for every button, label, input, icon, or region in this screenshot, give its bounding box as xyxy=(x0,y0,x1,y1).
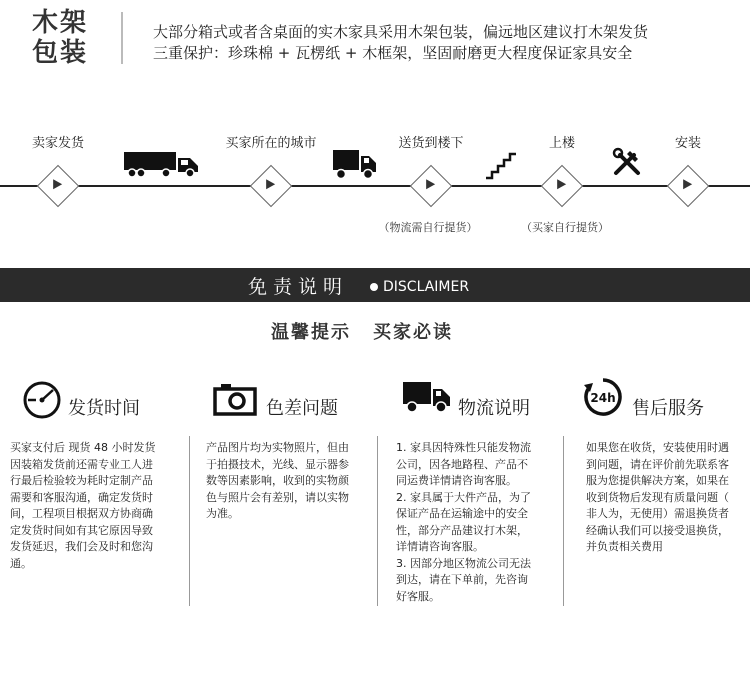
play-diamond-icon xyxy=(37,165,79,207)
play-diamond-icon xyxy=(250,165,292,207)
delivery-truck-icon xyxy=(333,150,377,180)
tools-icon xyxy=(612,147,642,177)
24h-service-icon xyxy=(582,376,624,418)
column-text-logistics: 1. 家具因特殊性只能发物流 公司，因各地路程、产品不 同运费详情请咨询客服。 2. 家具属于大件产品，为了 保证产品在运输途中的安全 性，部分产品建议打木架， 详情请咨询客服。 3. 因部分地区物流公司无法 到达，请在下单前，先咨询 好客服。 xyxy=(396,441,531,603)
timeline-line xyxy=(0,185,750,187)
column-title-logistics: 物流说明 xyxy=(458,398,530,419)
column-text-shipping: 买家支付后 现货 48 小时发货 因装箱发货前还需专业工人进 行最后检验较为耗时定制产品 需要和客服沟通，确定发货时 间，工程项目根据双方协商确 定发货时间如有其它原因导致 发货延迟，我们会及时和您沟 通。 xyxy=(10,441,156,570)
tip-right: 买家必读 xyxy=(373,322,453,343)
camera-icon xyxy=(213,382,257,416)
column-text-color: 产品图片均为实物照片，但由 于拍摄技术，光线、显示器参 数等因素影响，收到的实物颜 色与照片会有差别，请以实物 为准。 xyxy=(206,441,349,520)
step-note-1: （物流需自行提货） xyxy=(378,221,478,234)
step-label-5: 安装 xyxy=(674,136,702,151)
disclaimer-title: 免责说明 xyxy=(248,276,349,298)
column-divider xyxy=(377,436,378,606)
column-title-shipping: 发货时间 xyxy=(68,398,140,419)
header-title-line2: 包装 xyxy=(31,38,88,68)
header-title-line1: 木架 xyxy=(31,8,88,38)
play-diamond-icon xyxy=(541,165,583,207)
column-text-aftersale: 如果您在收货，安装使用时遇 到问题，请在评价前先联系客 服为您提供解决方案，如果在 收到货物后发现有质量问题（ 非人为，无使用）需退换货者 经确认我们可以接受退换货， 并负责相关费用 xyxy=(586,441,729,553)
semi-truck-icon xyxy=(124,150,200,178)
clock-icon xyxy=(22,380,62,420)
24h-label: 24h xyxy=(590,391,616,405)
step-label-3: 送货到楼下 xyxy=(398,136,464,151)
column-title-aftersale: 售后服务 xyxy=(632,398,704,419)
truck-icon xyxy=(403,380,451,414)
stairs-icon xyxy=(485,150,517,180)
step-label-4: 上楼 xyxy=(548,136,576,151)
play-diamond-icon xyxy=(667,165,709,207)
step-note-2: （买家自行提货） xyxy=(521,221,609,234)
column-divider xyxy=(563,436,564,606)
step-label-1: 卖家发货 xyxy=(31,136,85,151)
column-title-color: 色差问题 xyxy=(266,398,338,419)
disclaimer-title-en: DISCLAIMER xyxy=(383,279,470,295)
play-diamond-icon xyxy=(410,165,452,207)
header-desc-line1: 大部分箱式或者含桌面的实木家具采用木架包装，偏远地区建议打木架发货 xyxy=(153,23,649,41)
banner-dot xyxy=(370,283,378,291)
tip-left: 温馨提示 xyxy=(271,322,351,343)
step-label-2: 买家所在的城市 xyxy=(225,136,317,151)
header-desc-line2: 三重保护：珍珠棉 + 瓦楞纸 + 木框架，坚固耐磨更大程度保证家具安全 xyxy=(153,44,633,62)
header-divider xyxy=(121,12,123,64)
column-divider xyxy=(189,436,190,606)
